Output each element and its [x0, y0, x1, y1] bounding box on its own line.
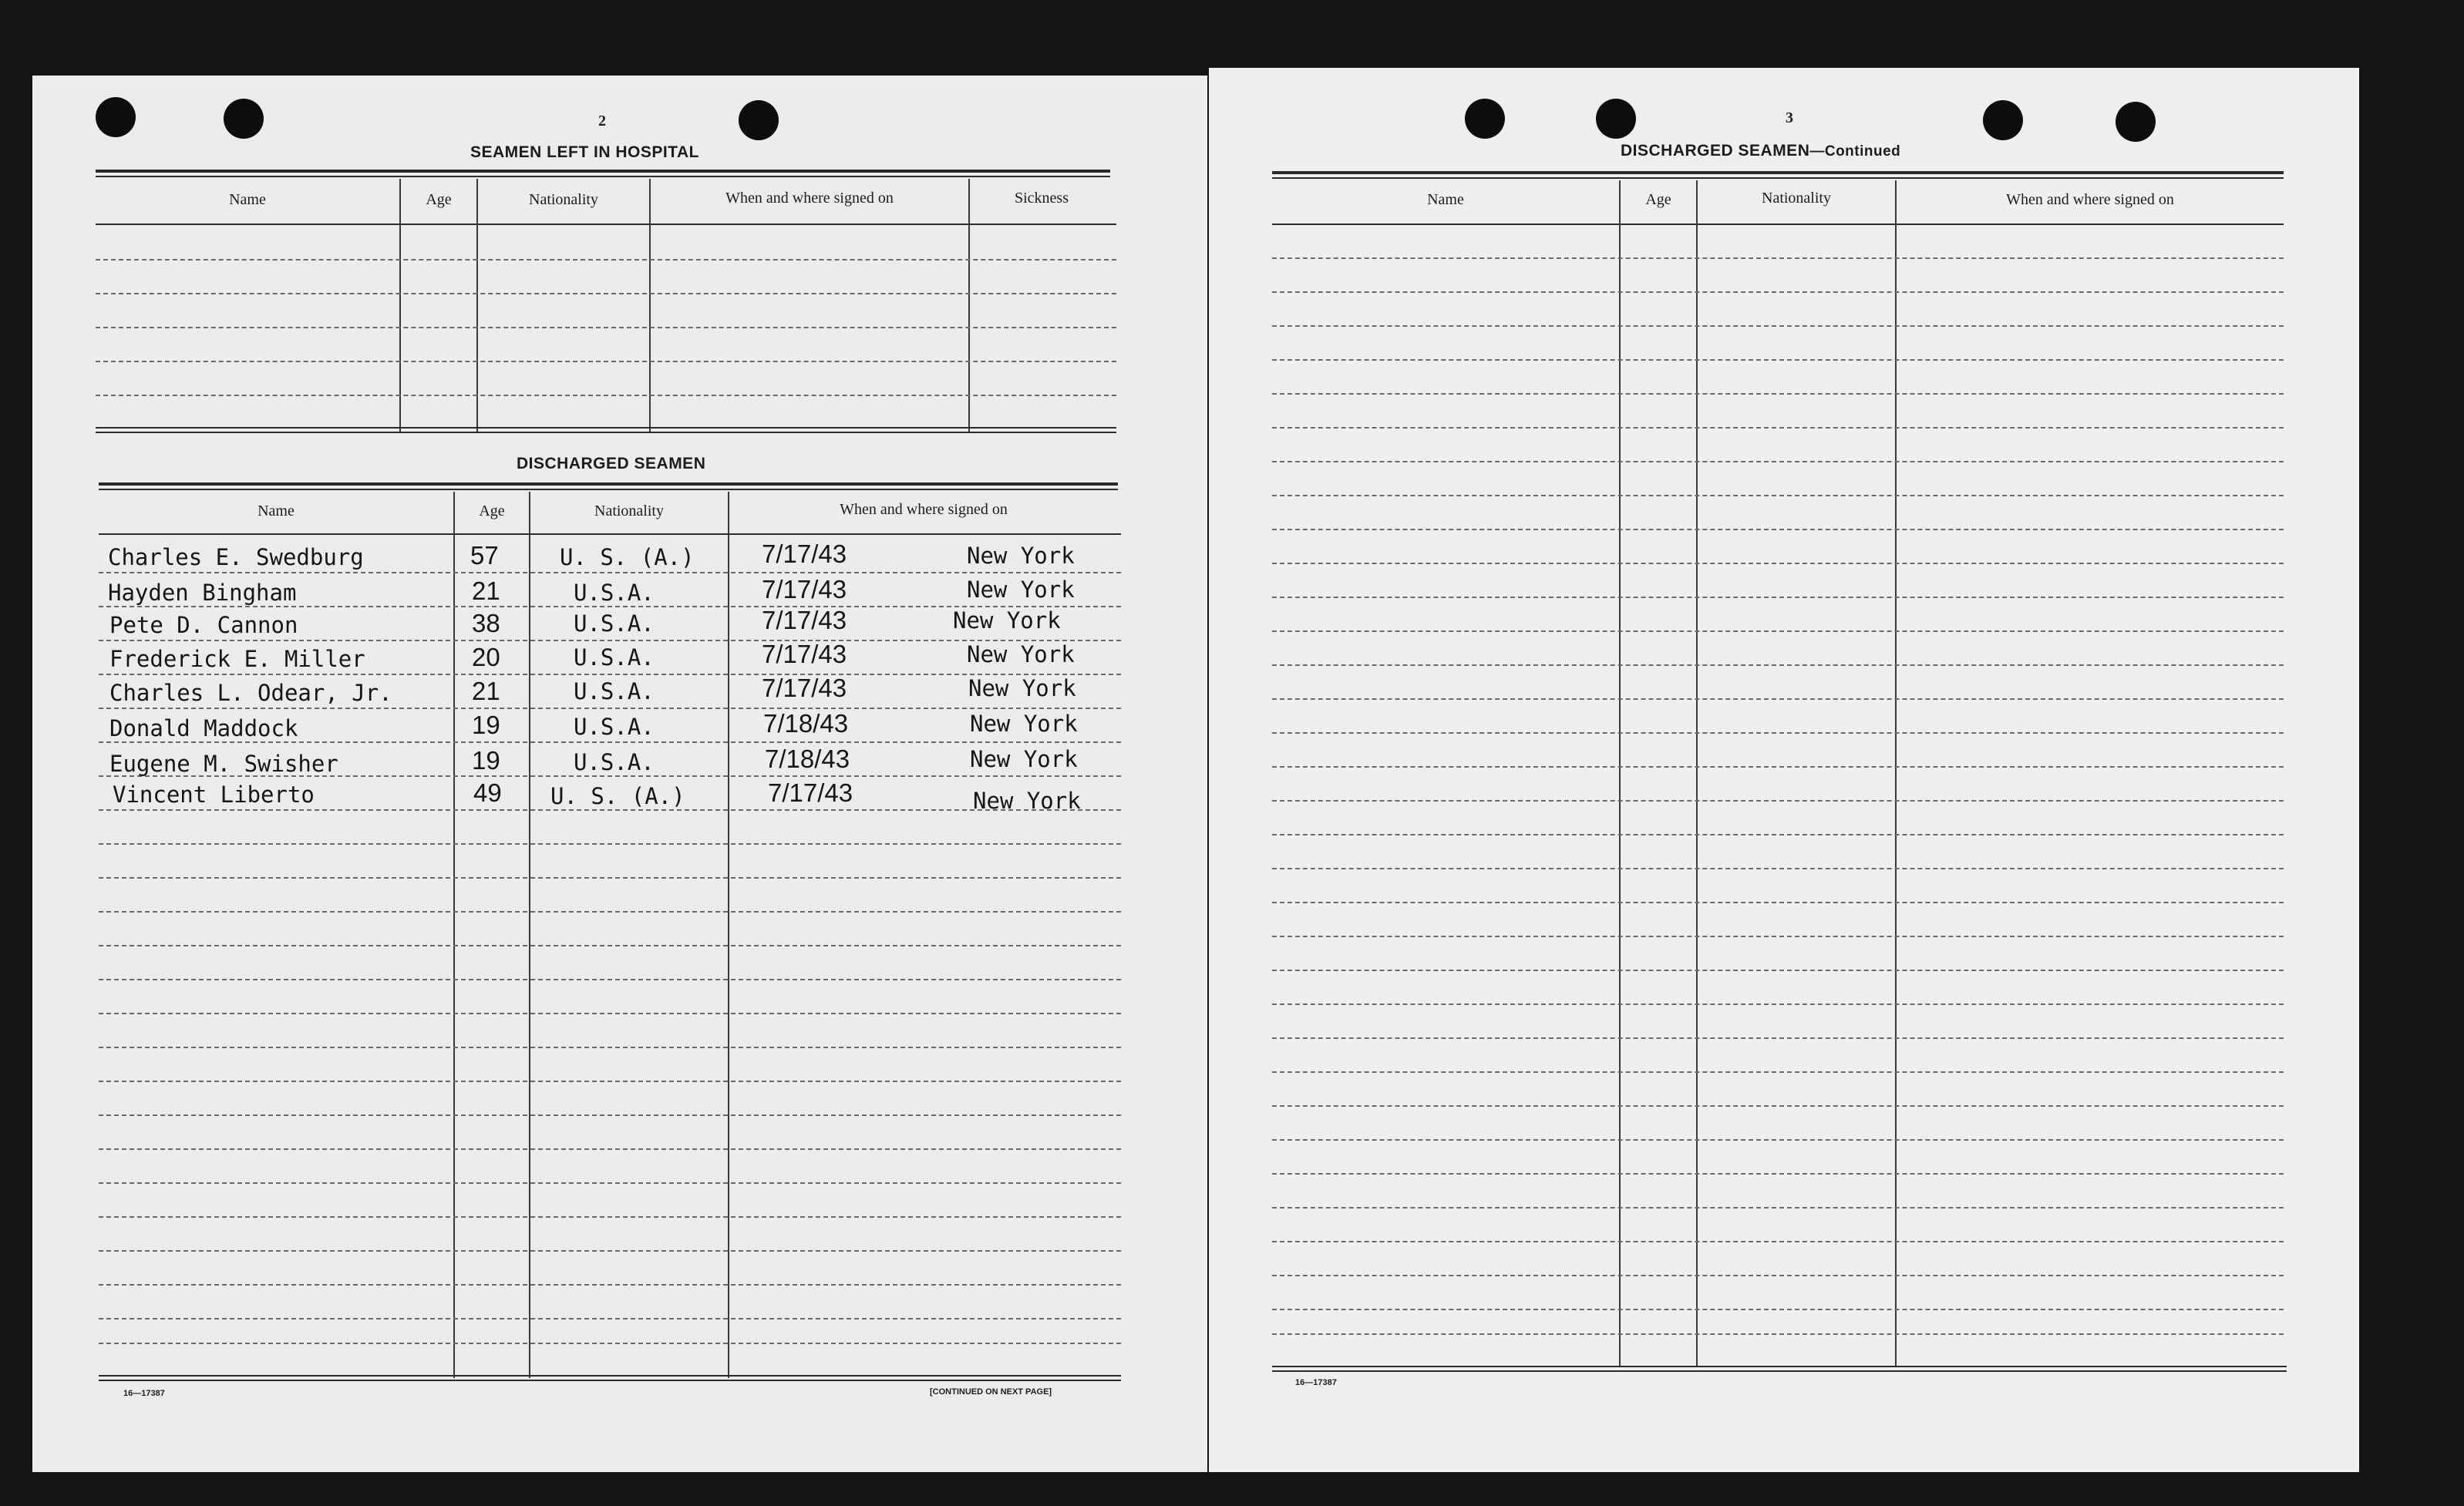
form-number: 16—17387	[123, 1389, 165, 1398]
signed-on-date: 7/17/43	[768, 778, 853, 807]
column-header-name: Name	[229, 191, 266, 208]
seaman-name: Pete D. Cannon	[109, 612, 298, 638]
column-header-signed-on: When and where signed on	[2006, 191, 2174, 208]
seaman-name: Donald Maddock	[109, 715, 298, 741]
column-header-age: Age	[1645, 191, 1671, 208]
column-header-signed-on: When and where signed on	[725, 190, 894, 207]
punch-hole	[1465, 99, 1505, 139]
punch-hole	[96, 97, 136, 137]
signed-on-date: 7/17/43	[762, 674, 847, 702]
seaman-age: 57	[470, 541, 499, 570]
column-header-nationality: Nationality	[1762, 190, 1831, 207]
page-number: 2	[598, 113, 606, 129]
signed-on-place: New York	[973, 788, 1081, 814]
column-header-signed-on: When and where signed on	[840, 501, 1008, 518]
punch-hole	[1596, 99, 1636, 139]
seaman-nationality: U. S. (A.)	[560, 544, 695, 570]
seaman-age: 19	[472, 746, 500, 775]
seaman-nationality: U.S.A.	[574, 580, 655, 606]
seaman-age: 20	[472, 643, 500, 671]
seaman-nationality: U.S.A.	[574, 644, 655, 671]
seaman-age: 19	[472, 711, 500, 739]
column-header-name: Name	[258, 503, 295, 519]
punch-hole	[2116, 102, 2156, 142]
seaman-nationality: U. S. (A.)	[550, 783, 685, 809]
seaman-age: 38	[472, 609, 500, 637]
column-header-age: Age	[426, 191, 452, 208]
seaman-nationality: U.S.A.	[574, 610, 655, 637]
signed-on-place: New York	[967, 543, 1075, 569]
continued-note: [CONTINUED ON NEXT PAGE]	[930, 1387, 1052, 1397]
seaman-name: Eugene M. Swisher	[109, 751, 338, 777]
column-header-name: Name	[1427, 191, 1464, 208]
section-title-discharged: DISCHARGED SEAMEN	[517, 455, 706, 472]
signed-on-place: New York	[967, 577, 1075, 603]
seaman-name: Charles E. Swedburg	[108, 544, 364, 570]
column-header-sickness: Sickness	[1015, 190, 1069, 207]
signed-on-place: New York	[970, 711, 1078, 737]
signed-on-date: 7/17/43	[762, 640, 847, 668]
punch-hole	[1983, 100, 2023, 140]
signed-on-place: New York	[953, 607, 1061, 634]
section-title-main: DISCHARGED SEAMEN	[1621, 142, 1810, 160]
page-number: 3	[1786, 109, 1793, 126]
signed-on-place: New York	[970, 746, 1078, 772]
seaman-nationality: U.S.A.	[574, 678, 655, 704]
section-title-discharged-continued	[1621, 142, 1900, 160]
right-page	[1209, 68, 2359, 1472]
punch-hole	[739, 100, 779, 140]
section-title-suffix: —Continued	[1809, 143, 1901, 160]
seaman-name: Frederick E. Miller	[109, 646, 365, 672]
punch-hole	[224, 99, 264, 139]
seaman-name: Hayden Bingham	[108, 580, 297, 606]
seaman-name: Charles L. Odear, Jr.	[109, 680, 392, 706]
seaman-age: 21	[472, 577, 500, 605]
signed-on-date: 7/18/43	[763, 709, 849, 738]
column-header-age: Age	[479, 503, 505, 519]
seaman-age: 49	[473, 778, 502, 807]
signed-on-place: New York	[968, 675, 1076, 701]
signed-on-place: New York	[967, 641, 1075, 667]
signed-on-date: 7/17/43	[762, 606, 847, 634]
section-title-hospital: SEAMEN LEFT IN HOSPITAL	[470, 143, 699, 161]
column-header-nationality: Nationality	[529, 191, 598, 208]
seaman-name: Vincent Liberto	[113, 782, 315, 808]
seaman-nationality: U.S.A.	[574, 714, 655, 740]
form-number: 16—17387	[1295, 1378, 1337, 1387]
signed-on-date: 7/17/43	[762, 575, 847, 603]
column-header-nationality: Nationality	[594, 503, 664, 519]
seaman-age: 21	[472, 677, 500, 705]
signed-on-date: 7/17/43	[762, 540, 847, 568]
seaman-nationality: U.S.A.	[574, 749, 655, 775]
signed-on-date: 7/18/43	[765, 745, 850, 773]
